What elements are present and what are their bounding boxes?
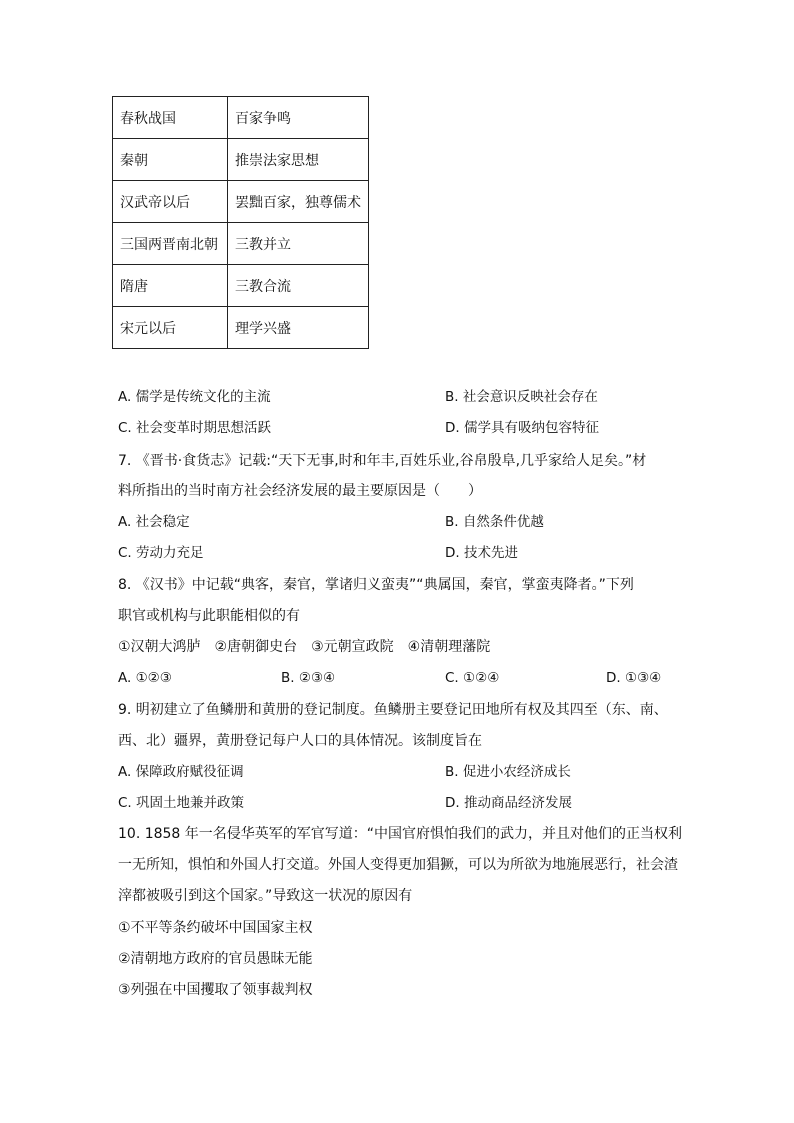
table-cell-thought: 罢黜百家，独尊儒术 (228, 181, 369, 223)
q8-stem-line-2: 职官或机构与此职能相似的有 (118, 608, 300, 624)
q9-stem-line-2: 西、北）疆界，黄册登记每户人口的具体情况。该制度旨在 (118, 733, 482, 749)
q10-stem-line-2: 一无所知，惧怕和外国人打交道。外国人变得更加猖獗，可以为所欲为地施展恶行，社会渣 (118, 857, 678, 873)
q8-stem-line-1: 8. 《汉书》中记载“典客，秦官，掌诸归义蛮夷”“典属国，秦官，掌蛮夷降者。”下列 (118, 577, 634, 593)
q6-option-a: A. 儒学是传统文化的主流 (118, 389, 271, 405)
q9-option-d: D. 推动商品经济发展 (445, 795, 572, 811)
q10-item-1: ①不平等条约破坏中国国家主权 (118, 920, 313, 936)
table-row (113, 307, 369, 349)
q9-option-b: B. 促进小农经济成长 (445, 764, 571, 780)
q7-option-d: D. 技术先进 (445, 545, 518, 561)
table-cell-period: 秦朝 (113, 139, 228, 181)
table-cell-thought: 三教合流 (228, 265, 369, 307)
q10-item-2: ②清朝地方政府的官员愚昧无能 (118, 951, 313, 967)
q8-items: ①汉朝大鸿胪 ②唐朝御史台 ③元朝宣政院 ④清朝理藩院 (118, 639, 491, 655)
q7-option-c: C. 劳动力充足 (118, 545, 204, 561)
table-cell-thought: 百家争鸣 (228, 97, 369, 139)
table-cell-thought: 理学兴盛 (228, 307, 369, 349)
q9-option-a: A. 保障政府赋役征调 (118, 764, 244, 780)
q8-option-c: C. ①②④ (445, 670, 500, 686)
table-cell-thought: 推崇法家思想 (228, 139, 369, 181)
table-row (113, 97, 369, 139)
table-row (113, 223, 369, 265)
history-thought-table (112, 96, 369, 349)
q8-option-a: A. ①②③ (118, 670, 172, 686)
q7-stem-line-2: 料所指出的当时南方社会经济发展的最主要原因是（ ） (118, 483, 482, 499)
q9-stem-line-1: 9. 明初建立了鱼鳞册和黄册的登记制度。鱼鳞册主要登记田地所有权及其四至（东、南、 (118, 702, 668, 718)
q6-option-d: D. 儒学具有吸纳包容特征 (445, 420, 599, 436)
q10-stem-line-1: 10. 1858 年一名侵华英军的军官写道：“中国官府惧怕我们的武力，并且对他们的正当权利 (118, 826, 683, 842)
table-cell-period: 汉武帝以后 (113, 181, 228, 223)
q10-stem-line-3: 滓都被吸引到这个国家。”导致这一状况的原因有 (118, 888, 413, 904)
q6-option-b: B. 社会意识反映社会存在 (445, 389, 598, 405)
q10-item-3: ③列强在中国攫取了领事裁判权 (118, 982, 313, 998)
table-cell-period: 隋唐 (113, 265, 228, 307)
table-cell-period: 宋元以后 (113, 307, 228, 349)
q8-option-d: D. ①③④ (606, 670, 662, 686)
table-row (113, 139, 369, 181)
q8-option-b: B. ②③④ (281, 670, 336, 686)
table-cell-thought: 三教并立 (228, 223, 369, 265)
q7-option-b: B. 自然条件优越 (445, 514, 544, 530)
q9-option-c: C. 巩固土地兼并政策 (118, 795, 245, 811)
q7-stem-line-1: 7. 《晋书·食货志》记载:“天下无事,时和年丰,百姓乐业,谷帛殷阜,几乎家给人足矣。”材 (118, 453, 647, 469)
table-cell-period: 春秋战国 (113, 97, 228, 139)
q6-option-c: C. 社会变革时期思想活跃 (118, 420, 272, 436)
table-row (113, 181, 369, 223)
q7-option-a: A. 社会稳定 (118, 514, 190, 530)
table-row (113, 265, 369, 307)
table-cell-period: 三国两晋南北朝 (113, 223, 228, 265)
